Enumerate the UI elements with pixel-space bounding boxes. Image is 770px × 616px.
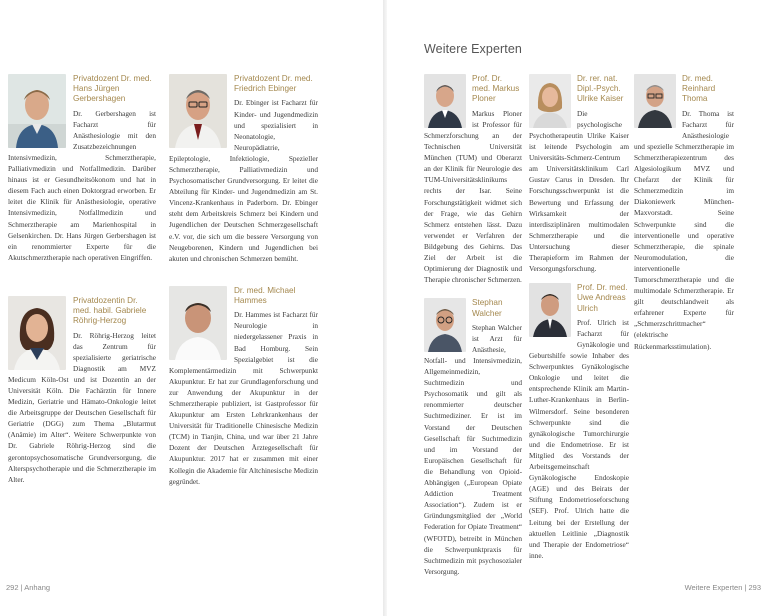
portrait-photo bbox=[8, 296, 66, 370]
portrait-icon bbox=[529, 283, 571, 337]
portrait-photo bbox=[8, 74, 66, 148]
expert-name: Privatdozentin Dr. med. habil. Gabriele Röhrig-Herzog bbox=[73, 295, 147, 326]
portrait-icon bbox=[424, 298, 466, 352]
expert-entry-roehrig bbox=[8, 296, 156, 485]
portrait-icon bbox=[529, 74, 571, 128]
expert-entry-hammes bbox=[169, 286, 318, 487]
expert-name: Stephan Walcher bbox=[472, 298, 503, 318]
expert-name: Dr. med. Reinhard Thoma bbox=[682, 74, 716, 104]
expert-entry-gerbershagen bbox=[8, 74, 156, 263]
right-column-1 bbox=[424, 74, 522, 577]
portrait-photo bbox=[529, 74, 571, 128]
page-number-right: Weitere Experten | 293 bbox=[684, 583, 761, 592]
expert-name: Prof. Dr. med. Markus Ploner bbox=[472, 74, 520, 104]
portrait-photo bbox=[529, 283, 571, 337]
portrait-photo bbox=[169, 74, 227, 148]
portrait-icon bbox=[8, 74, 66, 148]
expert-bio: Dr. Röhrig-Herzog leitet das Zentrum für spezialisierte geriatrische Diagnostik am MVZ Medicum Köln-Ost und ist Dozentin an der Universität Köln. Die Fachärztin für Innere Medizin, Geriatrie und Hämato-Onkologie leitet die Arbeitsgruppe der Deutschen Gesellschaft für Geriatrie (DGG) zum Thema „Blutarmut (Anämie) im Alter“. Weitere Schwerpunkte von Dr. Gabriele Röhrig-Herzog sind die gerontopsychosomatische Grundversorgung, die Alterspsychotherapie und die Schmerztherapie im Alter. bbox=[8, 330, 156, 484]
expert-bio: Dr. Thoma ist Facharzt für Anästhesiologie und spezielle Schmerztherapie im Schmerztherapiezentrum des Algesiologikum MVZ und Chefarzt der Klinik für Schmerzmedizin im Diakoniewerk München-Maxvorstadt. Seine Schwerpunkte sind die interventionelle und operative Schmerztherapie, die spinale Neuromodulation, die interventionelle Tumorschmerztherapie und die multimodale Schmerztherapie. Er gilt deutschlandweit als erfahrener Experte für „Schmerzschrittmacher“ (elektrische Rückenmarksstimulation). bbox=[634, 108, 734, 351]
expert-entry-ulrich bbox=[529, 283, 629, 561]
expert-entry-thoma bbox=[634, 74, 734, 352]
expert-name: Dr. med. Michael Hammes bbox=[234, 285, 296, 306]
left-column-1 bbox=[8, 74, 156, 485]
expert-bio: Prof. Ulrich ist Facharzt für Gynäkologie und Geburtshilfe sowie Inhaber des Schwerpunktes Gynäkologische Onkologie und leitet die entsprechende Klinik am Martin-Luther-Krankenhaus in Berlin-Wilmersdorf. Seine besonderen Schwerpunkte sind die gynäkologische Tumorchirurgie und die Endometriose. Er ist Mitglied des Vorstands der Arbeitsgemeinschaft Gynäkologische Endoskopie (AGE) und des Beirats der Stiftung Endometrioseforschung (SEF). Prof. Ulrich hatte die Leitung bei der Erstellung der aktuellen Leitlinie „Diagnostik und Therapie der Endometriose“ inne. bbox=[529, 317, 629, 560]
portrait-icon bbox=[424, 74, 466, 128]
expert-name: Privatdozent Dr. med. Friedrich Ebinger bbox=[234, 74, 313, 94]
expert-name: Privatdozent Dr. med. Hans Jürgen Gerbershagen bbox=[73, 74, 152, 104]
portrait-icon bbox=[8, 296, 66, 370]
portrait-icon bbox=[169, 286, 227, 360]
expert-bio: Dr. Hammes ist Facharzt für Neurologie in niedergelassener Praxis in Bad Homburg. Sein Spezialgebiet ist die Komplementärmedizin mit Schwerpunkt Akupunktur. Er hat zur Grundlagenforschung und zur Anwendung der Akupunktur in der Schmerztherapie publiziert, ist Gastprofessor für Akupunktur am Ersten Lehrkrankenhaus der Universität für Traditionelle Chinesische Medizin (TCM) in Tianjin, China, und war über 21 Jahre Dozent der Deutschen Ärztegesellschaft für Akupunktur. 2017 hat er zusammen mit einer Kollegin die Akademie für Altchinesische Medizin gegründet. bbox=[169, 310, 318, 486]
expert-bio: Dr. Gerbershagen ist Facharzt für Anästhesiologie mit den Zusatzbezeichnungen Intensivmedizin, Schmerztherapie, Palliativmedizin und Notfallmedizin. Darüber hinaus ist er Gesundheitsökonom und hat in diesem Fach auch einen Doktorgrad erworben. Er leitet die Klinik für Anästhesiologie, operative Intensivmedizin, Notfallmedizin und Schmerztherapie am Marienhospital in Gelsenkirchen. Dr. Hans Jürgen Gerbershagen ist ein renommierter Experte für die Akutschmerztherapie nach operativen Eingriffen. bbox=[8, 108, 156, 262]
expert-bio: Die psychologische Psychotherapeutin Ulrike Kaiser ist leitende Psychologin am Universitäts-Schmerz-Centrum am Universitätsklinikum Carl Gustav Carus in Dresden. Ihr Forschungsschwerpunkt ist die Bewertung und Erfassung der Wirksamkeit der interdisziplinären multimodalen Schmerztherapie und die Untersuchung dieser Therapieform im Rahmen der Versorgungsforschung. bbox=[529, 108, 629, 274]
expert-name: Prof. Dr. med. Uwe Andreas Ulrich bbox=[577, 283, 628, 313]
portrait-photo bbox=[424, 298, 466, 352]
expert-bio: Stephan Walcher ist Arzt für Anästhesie, Notfall- und Intensivmedizin, Allgemeinmedizin, Suchtmedizin und Psychosomatik und gilt als renommierter deutscher Suchtmediziner. Er ist im Vorstand der Deutschen Gesellschaft für Suchtmedizin und im Vorstand der Europäischen Gesellschaft für die Behandlung von Opioid-Abhängigen („European Opiate Addiction Treatment Association“). Zudem ist er Gründungsmitglied der „World Federation for Opiate Treatment“ (WFOTD), betreibt in München die Schwerpunktpraxis für Suchtmedizin mit psychosozialer Versorgung. bbox=[424, 322, 522, 576]
right-column-2 bbox=[529, 74, 629, 561]
expert-bio: Markus Ploner ist Professor für Schmerzforschung an der Technischen Universität München (TUM) und Oberarzt an der Klinik für Neurologie des TUM-Universitätsklinikums rechts der Isar. Seine Forschungstätigkeit widmet sich der Frage, wie das Gehirn Schmerz entstehen lässt. Dazu verwendet er Verfahren der Bildgebung des Gehirns. Das Ziel der Arbeit ist die Optimierung der Diagnostik und Therapie chronischer Schmerzen. bbox=[424, 108, 522, 285]
expert-entry-ebinger bbox=[169, 74, 318, 264]
page-number-left: 292 | Anhang bbox=[6, 583, 51, 592]
expert-name: Dr. rer. nat. Dipl.-Psych. Ulrike Kaiser bbox=[577, 74, 624, 104]
expert-bio: Dr. Ebinger ist Facharzt für Kinder- und Jugendmedizin und spezialisiert in Neonatologie, Neuropädiatrie, Epileptologie, Infektiologie, Spezieller Schmerztherapie, Palliativmedizin und Psychosomatischer Grundversorgung. Er leitet die Abteilung für Kinder- und Jugendmedizin am St. Vincenz-Krankenhaus in Paderborn. Dr. Ebinger steht dem Arbeitskreis Schmerz bei Kindern und Jugendlichen der Deutschen Schmerzgesellschaft e.V. vor, die sich um die bessere Versorgung von Neugeborenen, Kindern und Jugendlichen bei akuten und chronischen Schmerzen bemüht. bbox=[169, 98, 318, 263]
portrait-photo bbox=[424, 74, 466, 128]
portrait-photo bbox=[634, 74, 676, 128]
section-title: Weitere Experten bbox=[424, 42, 522, 56]
left-column-2 bbox=[169, 74, 318, 487]
expert-entry-kaiser bbox=[529, 74, 629, 274]
expert-entry-walcher bbox=[424, 298, 522, 577]
expert-entry-ploner bbox=[424, 74, 522, 285]
portrait-photo bbox=[169, 286, 227, 360]
right-column-3 bbox=[634, 74, 734, 352]
portrait-icon bbox=[169, 74, 227, 148]
portrait-icon bbox=[634, 74, 676, 128]
